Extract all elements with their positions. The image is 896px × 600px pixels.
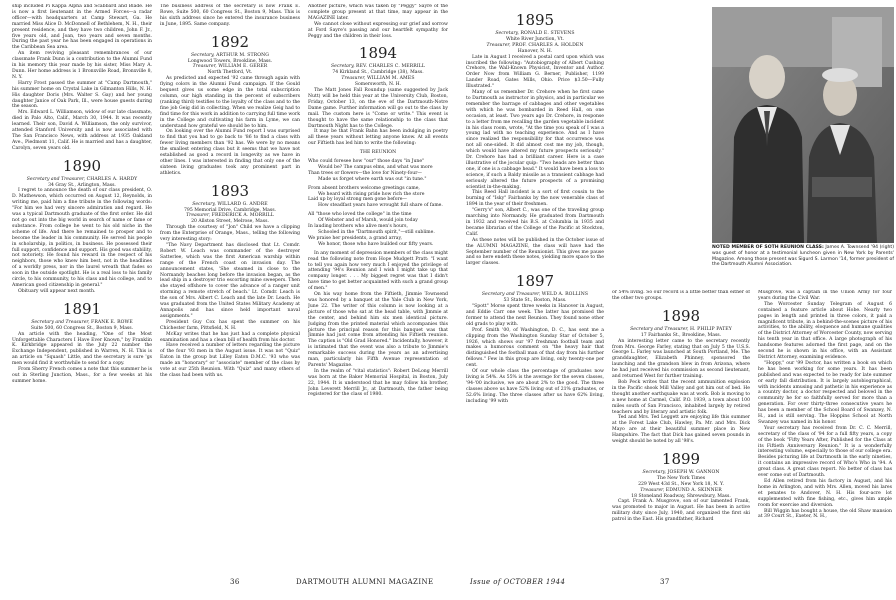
- paragraph: Through the courtesy of "Jon" Child we have a clipping from the Enterprise of Orange, Mass., telling the following very interesting story:: [160, 225, 300, 243]
- issue-date-footer: Issue of OCTOBER 1944: [470, 578, 566, 586]
- paragraph: "Gerry's" son, Albert C., was one of the traveling group marching into Normandy. He graduated from Dartmouth in 1932 and received his B.S. at Columbia in 1935 and became librarian of the College of the Pacific at Stockton, Calif.: [466, 208, 604, 237]
- paragraph: We cannot close without expressing our grief and sorrow at Ford Sayre's passing and our heartfelt sympathy for Peggy and the children in their loss.: [308, 21, 448, 39]
- class-officer-address: The New York Times: [656, 475, 706, 481]
- page-number-right: 37: [660, 578, 670, 586]
- class-officer-address: White River Junction, Vt.: [506, 36, 564, 42]
- paragraph: Obituary will appear next month.: [18, 288, 96, 294]
- col1-intro: [12, 4, 152, 152]
- poem: [308, 159, 448, 248]
- class-officer-address: North Thetford, Vt.: [207, 70, 253, 76]
- paragraph: President Guy Cox has spent the summer on his Chichester farm, Pittsfield, N. H.: [160, 319, 300, 331]
- poem-line: Made us forget where earth was out "in tune.": [318, 176, 427, 182]
- class-officer-address: 53 State St., Boston, Mass.: [503, 298, 567, 304]
- poem-line: How steadfast years have wrought full share of fame.: [318, 203, 443, 209]
- paragraph: Ed Allen retired from his factory in August, and his home in Arlington, and with Mrs. Allen, moved his lares et penates to Andover, N. H. His four-acre lot supplemented with fine fishing, etc., gives him ample room for exercise and diversion.: [758, 479, 892, 508]
- paragraph: I regret to announce the death of our class president, O. D. Mathewson, which occurred on August 12, Reynolds, in writing me, paid him a fine tribute in the following words: "For him we had very sincere admiration and regard. He was a typical Dartmouth graduate of the first order. He did not go out into the big world in search of name or fame or substance. From college he went to his old niche in the scheme of life. And there he remained to prosper and to become the leader in his community. He served his people in scholarship, in politics, in business. He possessed their full support, confidence and support. His good was stability, not notoriety. He found his reward in the respect of his neighbors, those who knew him best, not in the headlines of a worldly press, nor in the laurel wreath that fades so soon in the outside spotlight. He is a real loss to his family circle, to his community, to his class and his college, and to American good citizenship in general.": [12, 188, 152, 288]
- poem-line: In lauding brothers who alive men's hours,: [308, 224, 408, 230]
- paragraph: Late in August I received a postal card upon which was inscribed the following: "Autobiography of Albert Cushing Crehore, the Wall-Known Physicist, Inventor and Author. Order Now from William G. Berner, Publisher, 1199 Lander Road, Gates Mills, Ohio. Price $3.50—Fully Illustrated.": [466, 54, 604, 90]
- paragraph: Bob Peck writes that the recent ammunition explosion in the Pacific shook Mill Valley and got him out of bed. He thought another earthquake was at work. Bob is moving to a new home at Carmel, Calif. P.O. 1939, a town about 100 miles south of San Francisco, inhabited largely by retired teachers and by literary and artistic folk.: [612, 379, 750, 415]
- paragraph: In any moment of depression members of the class might read the following note from Hope Mudgett Pratt: "I want to tell you again how very much I enjoyed the privilege of attending '94's Reunion and I wish I might take up that company longer. . . . My biggest regret was that I didn't have time to get better acquainted with such a grand group of men.": [308, 250, 448, 292]
- poem-line: All "those who loved the college" in the time: [308, 212, 412, 218]
- paragraph: Your secretary has received from Dr. C. C. Merrill, secretary of the class of '94 for a full fifty years, a copy of the book "Fifty Years After, Published for the Class at its Fiftieth Anniversary Reunion." It is a wonderfully interesting volume, especially to those of our college era. Besides picturing life at Dartmouth in the early nineties, it contains an impressive record of Who's Who in '94. A great class. A great class report. No better of class has ever come out of Dartmouth.: [758, 425, 892, 479]
- class-year-heading: 1895: [515, 11, 555, 29]
- paragraph: Capt. Frank A. Musgrove, son of our lamented Frank, was promoted to major in August. He has been in active military duty since July, 1940, and organized the first ski patrol in the East. His grandfather, Richard: [612, 499, 750, 523]
- class-officer: Treasurer, WILLIAM M. AMES: [341, 76, 415, 82]
- class-year-heading: 1899: [661, 449, 701, 468]
- poem-line: We heard with rising pride how rich the store: [318, 191, 425, 197]
- paragraph: As these notes will be published in the October issue of the ALUMNI MAGAZINE, the class will have had the September number of the Reunionist. This gives me pause and so here endeth these notes, yielding more space to the larger classes.: [466, 237, 604, 267]
- class-officer: Treasurer, WILLIAM E. GERER: [192, 64, 268, 70]
- poem-line: We praise her presidents, a grand array,: [308, 235, 402, 241]
- class-year-heading: 1890: [62, 156, 102, 175]
- column-5: [612, 290, 750, 572]
- photo-caption: [712, 245, 894, 268]
- paragraph: From Sherry French comes a note that this summer he is out in Sterling Junction, Mass., for a few weeks at his summer home.: [12, 367, 152, 384]
- paragraph: Of our whole class the percentage of graduates now living is 54%. As 55% is the average for the seven classes, '94-'00 inclusive, we are about 2% to the good. The three classes above us have 52% living out of 21% graduates, or 52.6% living. The three classes after us have 62% living, including '99 with: [466, 369, 604, 404]
- paragraph: An item reviving pleasant remembrances of our classmate Frank Dunn is a contribution to the Alumni Fund in his memory this year made by his sister, Miss Mary A. Dunn. Her home address is 1 Bronxville Road, Bronxville 8, N. Y.: [12, 51, 152, 80]
- poem-line: From absent brothers welcome greetings came,: [308, 185, 420, 191]
- poem-line: Schooled in the "Dartmouth spirit,"—still sublime.: [318, 230, 435, 235]
- class-officer: Secretary and Treasurer, CHARLES A. HARDY: [26, 176, 138, 182]
- class-officer-address: 34 Gray St., Arlington, Mass.: [48, 182, 116, 188]
- paragraph: It may be that Frank Bahn has been indulging in poetry all these years without letting anyone know. At all events our Fiftieth has led him to write the following:: [308, 129, 448, 147]
- class-officer-address: 795 Memorial Drive, Cambridge, Mass.: [183, 207, 277, 213]
- poem-line: Would be? The campus elms, and what was more: [318, 164, 433, 170]
- paragraph: or 54% living. So our record is a little better than either of the other two groups.: [612, 290, 750, 301]
- column-4: [466, 4, 604, 572]
- class-officer-address: Somersworth, N. H.: [354, 82, 402, 88]
- class-officer: Treasurer, FREDERICK A. MORRILL: [186, 213, 274, 219]
- paragraph: The Matt Jones Fall Roundup (same suggested by Jack Nutt) will be held this year at the University Club, Boston, Friday, October 13, on the eve of the Dartmouth-Notre Dame game. Further information will go out to the class by mail. The custom here is "Come or write." This event is thought to have the same relationship to the class that Dartmouth Night has to the College.: [308, 88, 448, 129]
- page-number-left: 36: [230, 578, 240, 586]
- caption-title: NOTED MEMBER OF SOTH REUNION CLASS:: [712, 245, 824, 250]
- class-officer: Secretary, REV. CHARLES C. MERRILL: [330, 64, 426, 70]
- paragraph: An article with the heading, "One of the Most Unforgettable Characters I Have Ever Known," by Franklin K. Kirkbridge appeared in the July 22 number the Exchange Independent, published in Warren, N. H. This is an article on "Squash" Little, and the secretary is sure 'gs men would find it worthwhile to send for a copy.: [12, 331, 152, 367]
- paragraph: "Hoppy," our '99 Doctor, has written a book on which he has been working for some years. It has been published and was expected to be ready for late summer or early fall distribution. It is largely autobiographical, with incidents amusing and pathetic in his experience as a country doctor, a doctor respected and beloved in the community he for so faithfully served for more than a generation. For over thirty-three consecutive years he has been a member of the School Board of Swanzey, N. H., and is still serving. The Hoppins School at North Swanzey was named in his honor.: [758, 360, 892, 425]
- class-officer-address: 74 Kirkland St., Cambridge (38), Mass.: [332, 70, 424, 76]
- class-officer: Secretary and Treasurer, H. PHILIP PATEY: [630, 326, 732, 332]
- paragraph: Prof. Smith '00, of Washington, D. C., has sent me a clipping from the Washington Sunday Star of October 5, 1926, which shows our '97 freshman football team and makes a humorous comment on "the heavy hair that distinguished the football man of that day from his further fellows." Few in this group are living, only twenty-one per cent.: [466, 327, 604, 369]
- column-3: [308, 4, 448, 572]
- paragraph: The Worcester Sunday Telegram of August 6 contained a feature article about Hobe. Nearly two pages in length and printed in three colors, it paid a magnificent tribute, in a behind-the-scenes picture of his activities, to the ability, eloquence and humane qualities of the District Attorney of Worcester County, now serving his tenth year in that office. A large photograph of his handsome features adorned the first page, and on the second he is shown in his office, with an Assistant District Attorney, examining evidence.: [758, 301, 892, 360]
- class-officer-address: 229 West 43d St., New York 18, N. Y.: [638, 481, 724, 487]
- class-year-heading: 1892: [210, 32, 250, 51]
- class-officer: Secretary, RONALD E. STEVENS: [495, 31, 575, 36]
- paragraph: Another picture, which was taken by "Peggy" Sayre of the complete group present at that time, may appear in the MAGAZINE later.: [308, 4, 448, 21]
- class-officer-address: Longwood Towers, Brookline, Mass.: [187, 58, 273, 64]
- class-year-heading: 1894: [358, 44, 398, 63]
- magazine-title-footer: DARTMOUTH ALUMNI MAGAZINE: [296, 578, 434, 586]
- class-officer-address: 20 Allston Street, Melrose, Mass.: [191, 219, 269, 225]
- paragraph: As predicted and expected '92 came through again with flying colors in the Alumni Fund campaign. If the Gould bequest gives us some edge in the total subscription column, our high standing in the percent of subscribers (ranking third) testifies to the loyalty of the class and to the fine job Geig did in collecting. When we realize Geig had to find time for this work in addition to carrying full time work in the College and cultivating his farm in Lyme, we can understand how grateful we should be to him.: [160, 76, 300, 129]
- class-officer: Secretary and Treasurer, FRANK E. ROWE: [31, 319, 133, 325]
- class-officer: Secretary, ARTHUR M. STRONG: [191, 52, 269, 58]
- class-officer-address: 17 Fairbanks St., Brookline, Mass.: [640, 332, 722, 338]
- poem-line: Who could foresee how "our" those days "in June": [308, 159, 425, 165]
- paragraph: McKay writes that he has just had a complete physical examination and has a clean bill of health from his doctor.: [160, 331, 300, 343]
- class-year-heading: 1893: [210, 181, 250, 200]
- poem-line: Than trees or flowers—the love for Ninety-four—: [308, 170, 423, 176]
- paragraph: "Spott" Morse spent three weeks in Hanover in August, and Eddie Carr one week. The latter has promised the former to attend the next Reunion. They found none other old grads to play with.: [466, 304, 604, 327]
- photo-illustration: [712, 7, 894, 243]
- poem-line: Of Webster and of Marsh, would join today: [318, 218, 418, 224]
- paragraph: ship included Pi Kappa Alpha and Scabbard and Blade. He is now a first lieutenant in the Armed Forces—a radar officer—with headquarters at Camp Stewart, Ga. He married Miss Alice D. McDonnell of Bethlehem, N. H., their present residence, and they have two children, John F. Jr., five years old, and Joan, two years and seven months. During the past year he has been engaged in operations in the Caribbean Sea area.: [12, 4, 152, 51]
- poem-line: Laid up by loyal strong men gone before—: [308, 197, 408, 203]
- column-2: [160, 4, 300, 572]
- class-officer: Secretary and Treasurer, WELD A. ROLLINS: [481, 292, 589, 298]
- townsend-photo: [712, 7, 894, 243]
- paragraph: On his way home from the Fiftieth, Jimmie Townsend was honored by a banquet at the Yale Club in New York, June 22. The writer of this column is now looking at a picture of those who sat at the head table, with Jimmie at the center, and behind him six men identical picture. Judging from the printed material which accompanies this picture the principal reason for this banquet was that Jimmie had just come from attending his Fiftieth reunion. The caption is "Old Grad Honored." Incidentally, however, it is intimated that the event was also a tribute to Jimmie's remarkable success during the years as an advertising man, particularly his Fifth Avenue representation of Parents' Magazine.: [308, 292, 448, 368]
- paragraph: This Reed Hall incident is a sort of first cousin to the burning of "Isky" Fairbanks by the now venerable class of 1894 in the year of their freshmen.: [466, 190, 604, 208]
- class-year-heading: 1891: [62, 299, 102, 318]
- class-officer-address: Suite 500, 60 Congress St., Boston 9, Mass.: [30, 325, 134, 331]
- poem-line: We honor, those who have builded our fifty years.: [318, 241, 434, 247]
- paragraph: In the realm of "vital statistics": Robert DeLong Merrill was born at the Baker Memorial Hospital, in Boston, July 22, 1944. It is understood that he may follow his brother, John Leverett Merrill Jr., at Dartmouth, the father being registered for the class of 1980.: [308, 368, 448, 398]
- column-6: [758, 290, 892, 572]
- paragraph: An interesting letter came to the secretary recently from Mrs. George Farley, stating that on July 5 the U.S.S. George L. Farley was launched at South Portland, Me. The granddaughter, Elizabeth Phinney, sponsored the launching and the grandson blew in from Arizona, where he had just received his commission as second lieutenant, and returned West for further training.: [612, 338, 750, 380]
- class-officer-address: Hanover, N. H.: [517, 48, 553, 54]
- paragraph: "The Navy Department has disclosed that Lt. Comdr. Robert W. Leach was commander of the destroyer Satterlee, which was the first American warship within range of the French coast on invasion day. The announcement states, 'She steamed in close to the Normandy beaches long before the invasion began, as the lead ship in a destroyer trio escorting mine sweepers. Then she stayed offshore to cover the advance of a ranger unit storming a remote stretch of beach.' Lt. Comdr. Leach is the son of Mrs. Albert C. Leach and the late Dr. Leach. He was graduated from the United States Military Academy at Annapolis and has since held important naval assignments.": [160, 243, 300, 319]
- class-officer: Secretary, WILLARD G. ANDRE: [192, 201, 268, 207]
- paragraph: Harry Frost passed the summer at "Camp Dartmouth," his summer home on Crystal Lake in Gilmanton Hills, N. H. His daughter Doris (Mrs. Walter S. Gay) and her young daughter Janice of Oak Park, Ill., were house guests during the season.: [12, 80, 152, 110]
- class-year-heading: 1897: [515, 272, 555, 291]
- poem-title: THE REUNION: [359, 150, 397, 156]
- class-officer: Treasurer, EDMUND A. SKINNER: [640, 487, 722, 493]
- paragraph: Bill Wiggin has bought a house, the old Shaw mansion at 39 Court St., Exeter, N. H.,: [758, 508, 892, 520]
- class-officer-address: 18 Stoneland Roadway, Shrewsbury, Mass.: [631, 493, 731, 499]
- paragraph: Many of us remember Dr. Crehore when he first came to Dartmouth as instructor in physics, and in particular we remember the barrage of cabbages and other vegetables with which he was bombarded in Reed Hall, on one occasion, at least. Two years ago Dr. Crehore, in response to a letter from me recalling the garden vegetable incident in his class room, wrote, "At the time you speak of I was a young lad with no teaching experience. And as I have since realized the responsibility for that occurrence was not all one-sided. It did almost cost me my job, though, which would have altered my future prospects seriously." Dr. Crehore has had a brilliant career. Here is a case illustrative of the jocular quip: "Two heads are better than one, if one is a cabbage head." It would have been a loss to science, if such a Baldy missile as a transient cabbage had seriously altered the future prospects of a promising scientist in-the-making.: [466, 90, 604, 190]
- column-1: [12, 4, 152, 572]
- paragraph: Have received a number of letters regarding the picture of the four '93 men in the August issue. It was not "Quiz" Eaton in the group but Lilley Eaton D.M.C. '93 who was made an "honorary" or "associate" member of the class by vote at our 25th Reunion. With "Quiz" and many others of the class had been with us.: [160, 343, 300, 378]
- class-officer: Secretary, JOSEPH W. GANNON: [642, 469, 720, 475]
- paragraph: Mrs. Edward L. Williamson, widow of our late classmate, died in Palo Alto, Calif., March 30, 1944. It was recently learned. Their son, David A. Williamson, the only survivor, attended Stanford University and is now associated with The San Francisco News, with address at 1935 Oakland Ave., Piedmont 11, Calif. He is married and has a daughter, Carolyn, seven years old.: [12, 110, 152, 151]
- paragraph: Musgrove, was a captain in the Union Army for four years during the Civil War.: [758, 290, 892, 301]
- paragraph: On looking over the Alumni Fund report I was surprised to find that you had to go back to '86 to find a class with fewer living members than '92 has. We were by no means the smallest entering class but it seems that we have not established as good a record in longevity as we have in other lines. I was interested in finding that only one of the sixteen living graduates took any prominent part in athletics.: [160, 129, 300, 176]
- caption-text: James A. Townsend '94 (right) was guest of honor at a testimonial luncheon given in New York by Parents' Magazine. Among those present was Sigurd S. Larmon '14, former president of the Dartmouth Alumni Association.: [712, 245, 894, 268]
- paragraph: Ted and Mrs. Ted Leggett are enjoying life this summer at the Forest Lake Club, Hawley, Pa. Mr. and Mrs. Dick Mayo are at their beautiful summer place in New Hampshire. The fact that Dick has gained seven pounds in weight should be noted by all '98's.: [612, 415, 750, 445]
- paragraph: The business address of the secretary is now Frank E. Rowe, Suite 500, 60 Congress St., Boston 9, Mass. This is his sixth address since he entered the insurance business in June, 1895. Same company.: [160, 4, 300, 27]
- class-officer: Treasurer, PROF. CHARLES A. HOLDEN: [486, 42, 584, 48]
- class-year-heading: 1898: [661, 306, 701, 325]
